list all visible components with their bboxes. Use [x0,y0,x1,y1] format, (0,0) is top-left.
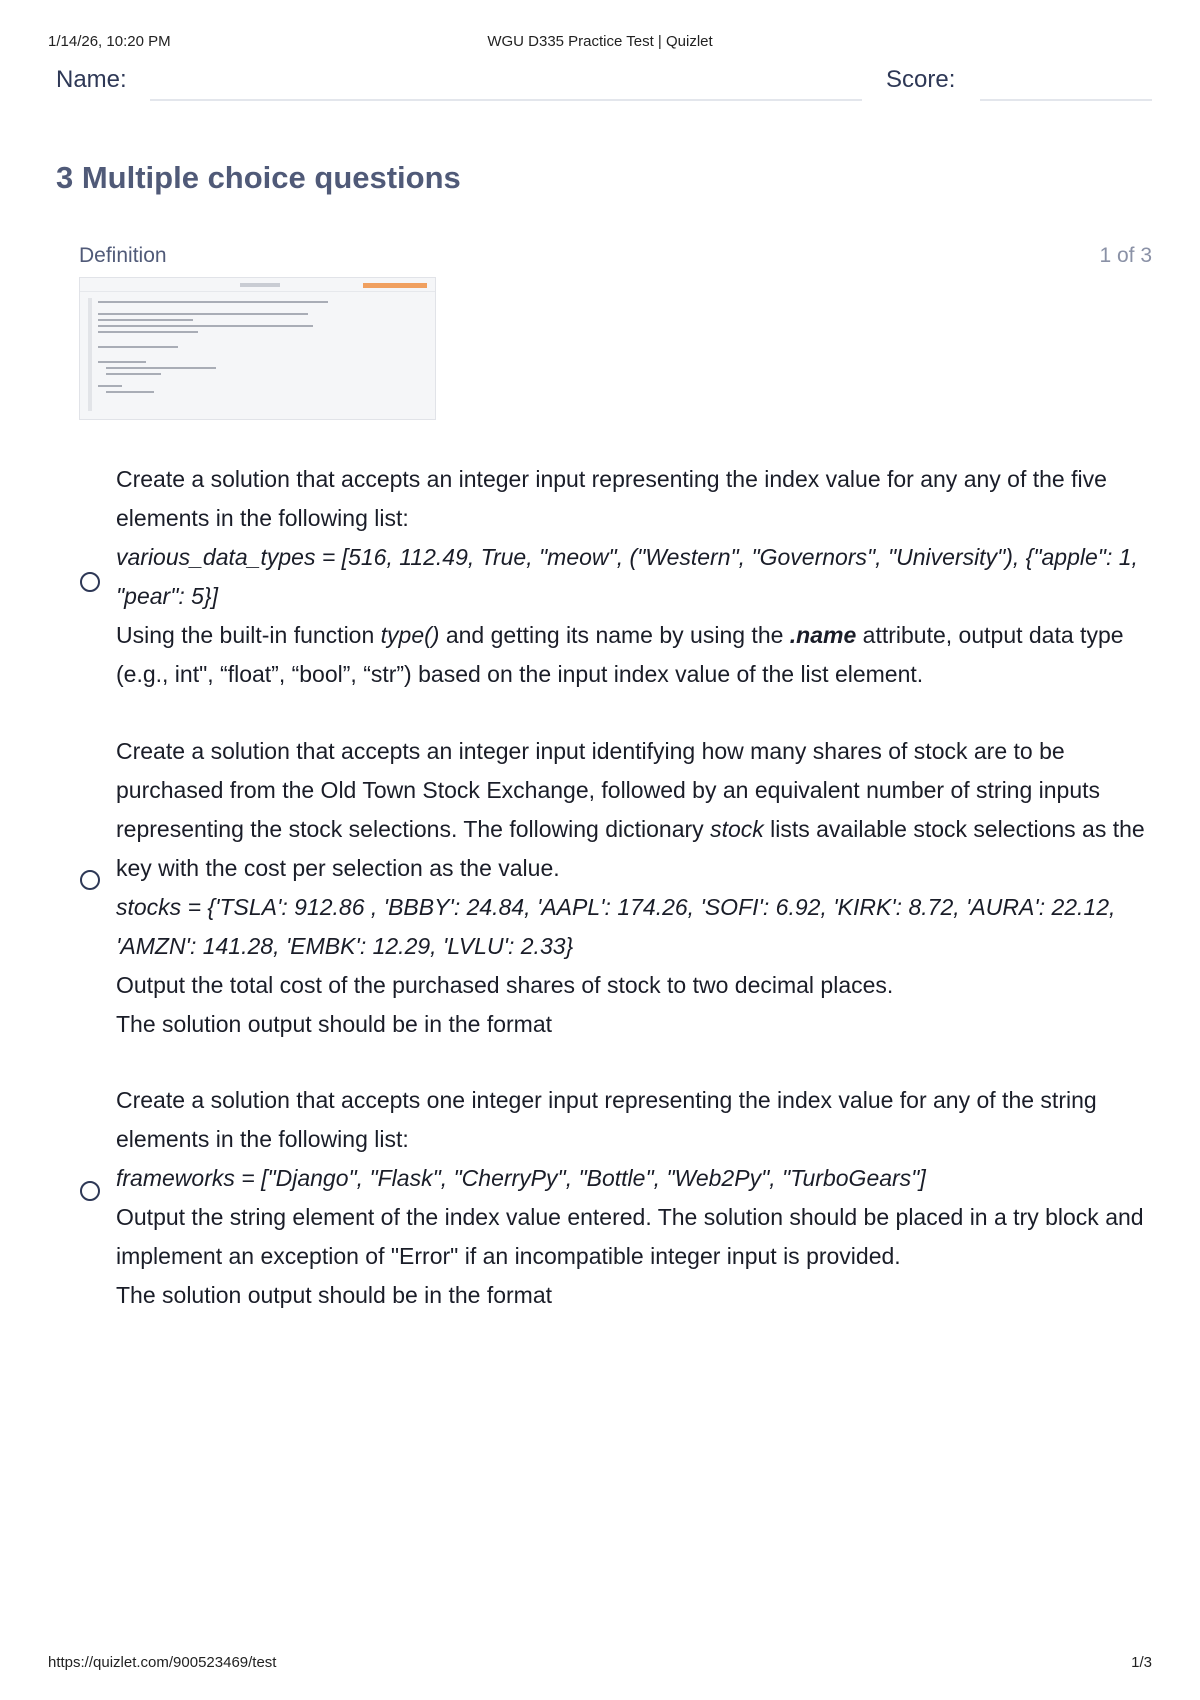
option-code-line: various_data_types = [516, 112.49, True, "meow", ("Western", "Governors", "University"), {"apple": 1, "pear": 5}] [116,544,1138,609]
section-title: 3 Multiple choice questions [56,160,461,195]
score-field-line [980,99,1152,101]
thumbnail-code-line [106,373,161,375]
option-text-line: The solution output should be in the format [116,1011,553,1037]
answer-option-text [116,732,1160,1044]
radio-button-icon[interactable] [80,572,100,592]
option-code-fragment: type() [380,622,440,648]
thumbnail-code-line [98,301,328,303]
radio-button-icon[interactable] [80,1181,100,1201]
option-text-line [116,616,1160,694]
answer-option-text [116,460,1160,694]
option-text-line: The solution output should be in the format [116,1282,553,1308]
thumbnail-code-line [106,367,216,369]
question-prompt-label: Definition [79,244,167,267]
thumbnail-code-line [98,385,122,387]
option-text-fragment: attribute, output data type (e.g., int", “float”, “bool”, “str”) based on the input index value of the list element. [116,622,1124,687]
page-number: 1/3 [1131,1654,1152,1671]
option-text-line [116,732,1160,888]
option-text-line: Output the string element of the index value entered. The solution should be placed in a try block and implement an exception of "Error" if an incompatible integer input is provided. [116,1204,1144,1269]
name-field-line [150,99,862,101]
thumbnail-filename [240,283,280,287]
score-label: Score: [886,66,956,93]
option-text-fragment: Create a solution that accepts an integer input identifying how many shares of stock are to be purchased from the Old Town Stock Exchange, followed by an equivalent number of string inputs representing the stock selections. The following dictionary [116,738,1101,842]
option-code-line: frameworks = ["Django", "Flask", "CherryPy", "Bottle", "Web2Py", "TurboGears"] [116,1165,926,1191]
option-code-line: stocks = {'TSLA': 912.86 , 'BBBY': 24.84, 'AAPL': 174.26, 'SOFI': 6.92, 'KIRK': 8.72, 'AURA': 22.12, 'AMZN': 141.28, 'EMBK': 12.29, 'LVLU': 2.33} [116,894,1116,959]
option-code-fragment: stock [710,816,764,842]
thumbnail-divider [80,291,435,292]
print-header [48,33,1152,53]
question-counter: 1 of 3 [1099,244,1152,267]
thumbnail-code-line [106,391,154,393]
thumbnail-load-button [363,283,427,288]
option-text-fragment: and getting its name by using the [445,622,784,648]
option-text-line: Output the total cost of the purchased shares of stock to two decimal places. [116,972,894,998]
radio-button-icon[interactable] [80,870,100,890]
print-datetime: 1/14/26, 10:20 PM [48,33,171,50]
thumbnail-code-line [98,361,146,363]
option-text-line: Create a solution that accepts an integer input representing the index value for any any of the five elements in the following list: [116,466,1107,531]
option-text-line: Create a solution that accepts one integer input representing the index value for any of the string elements in the following list: [116,1087,1097,1152]
option-text-fragment: Using the built-in function [116,622,375,648]
thumbnail-line-gutter [88,298,92,411]
option-text-fragment: lists available stock selections as the key with the cost per selection as the value. [116,816,1145,881]
answer-option-text [116,1081,1160,1315]
thumbnail-code-line [98,313,308,315]
thumbnail-code-line [98,331,198,333]
print-page-title: WGU D335 Practice Test | Quizlet [487,33,713,50]
thumbnail-code-line [98,325,313,327]
option-code-fragment: .name [789,622,857,648]
thumbnail-code-line [98,319,193,321]
name-label: Name: [56,66,127,93]
code-screenshot-thumbnail [79,277,436,420]
thumbnail-code-line [98,346,178,348]
page-url: https://quizlet.com/900523469/test [48,1654,277,1671]
print-footer [48,1654,1152,1674]
